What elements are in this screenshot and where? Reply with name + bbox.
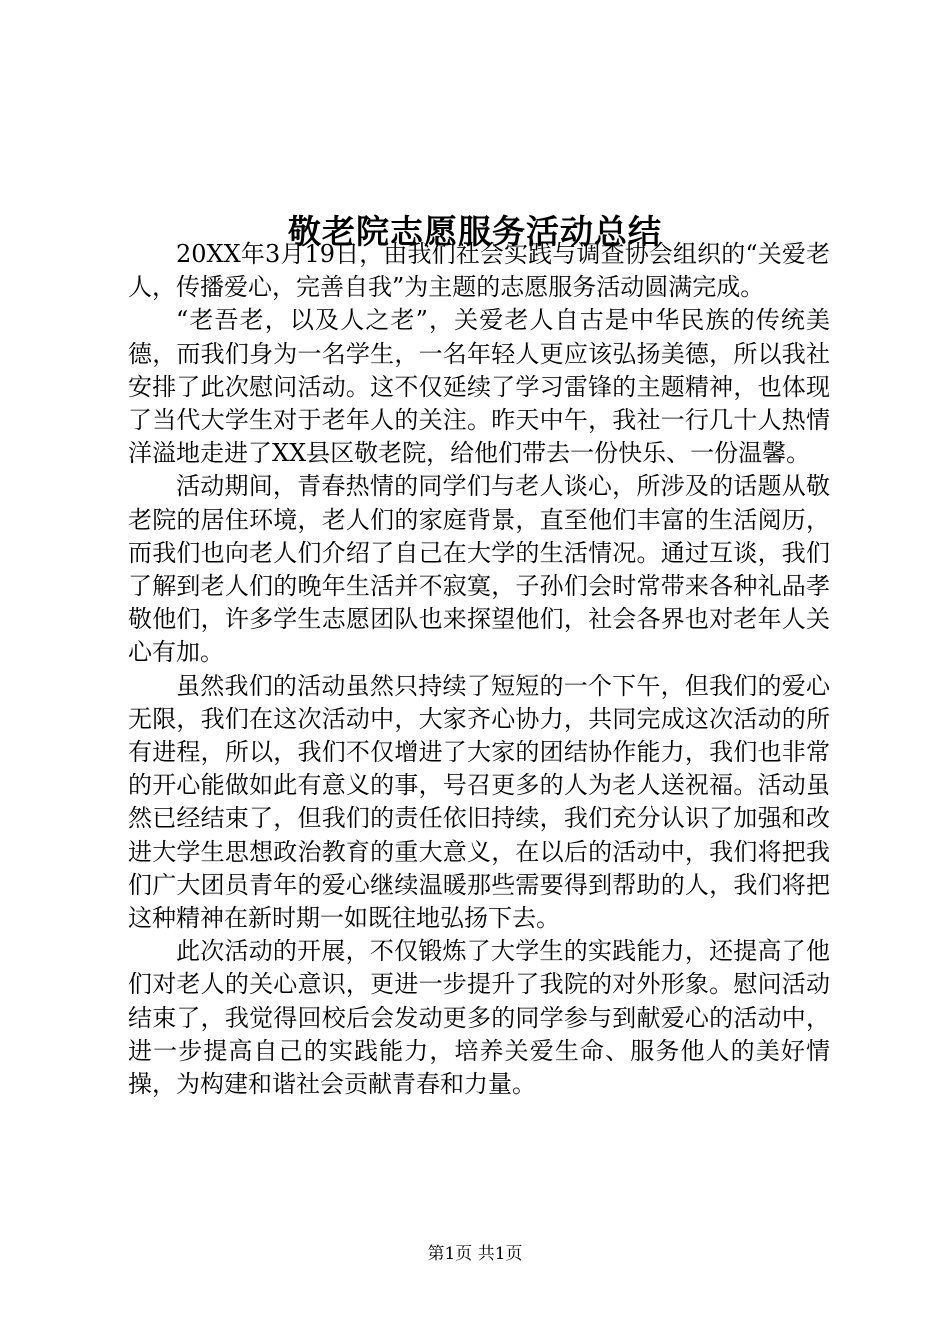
document-body	[128, 238, 830, 1101]
paragraph-1: 20XX年3月19日，由我们社会实践与调查协会组织的“关爱老人，传播爱心，完善自我”为主题的志愿服务活动圆满完成。	[128, 240, 830, 302]
paragraph-2: “老吾老，以及人之老”，关爱老人自古是中华民族的传统美德，而我们身为一名学生，一名年轻人更应该弘扬美德，所以我社安排了此次慰问活动。这不仅延续了学习雷锋的主题精神，也体现了当代大学生对于老年人的关注。昨天中午，我社一行几十人热情洋溢地走进了XX县区敬老院，给他们带去一份快乐、一份温馨。	[128, 306, 830, 468]
paragraph-5: 此次活动的开展，不仅锻炼了大学生的实践能力，还提高了他们对老人的关心意识，更进一步提升了我院的对外形象。慰问活动结束了，我觉得回校后会发动更多的同学参与到献爱心的活动中，进一步提高自己的实践能力，培养关爱生命、服务他人的美好情操，为构建和谐社会贡献青春和力量。	[128, 937, 830, 1099]
document-title: 敬老院志愿服务活动总结	[288, 212, 662, 252]
paragraph-4: 虽然我们的活动虽然只持续了短短的一个下午，但我们的爱心无限，我们在这次活动中，大家齐心协力，共同完成这次活动的所有进程，所以，我们不仅增进了大家的团结协作能力，我们也非常的开心能做如此有意义的事，号召更多的人为老人送祝福。活动虽然已经结束了，但我们的责任依旧持续，我们充分认识了加强和改进大学生思想政治教育的重大意义，在以后的活动中，我们将把我们广大团员青年的爱心继续温暖那些需要得到帮助的人，我们将把这种精神在新时期一如既往地弘扬下去。	[128, 671, 830, 933]
paragraph-3: 活动期间，青春热情的同学们与老人谈心，所涉及的话题从敬老院的居住环境，老人们的家庭背景，直至他们丰富的生活阅历，而我们也向老人们介绍了自己在大学的生活情况。通过互谈，我们了解到老人们的晚年生活并不寂寞，子孙们会时常带来各种礼品孝敬他们，许多学生志愿团队也来探望他们，社会各界也对老年人关心有加。	[128, 472, 830, 667]
page-number-footer: 第1页 共1页	[427, 1244, 523, 1264]
